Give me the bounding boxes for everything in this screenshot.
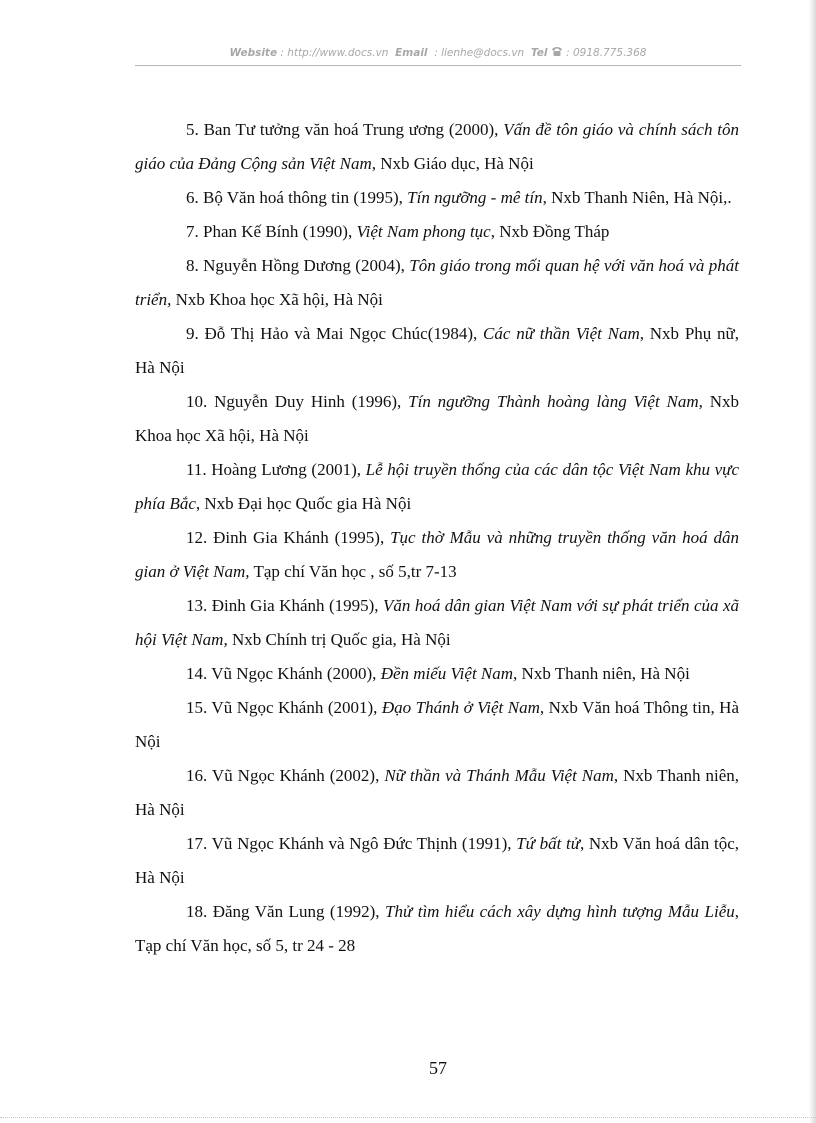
ref-title: Tín ngưỡng - mê tín (407, 188, 543, 207)
ref-author: 17. Vũ Ngọc Khánh và Ngô Đức Thịnh (1991), (186, 834, 517, 853)
ref-publisher: , Nxb Giáo dục, Hà Nội (371, 154, 534, 173)
ref-publisher: , Nxb Thanh niên, Hà Nội (513, 664, 690, 683)
reference-item (135, 589, 739, 657)
ref-author: 10. Nguyễn Duy Hinh (1996), (186, 392, 409, 411)
ref-author: 5. Ban Tư tưởng văn hoá Trung ương (2000), (186, 120, 504, 139)
ref-publisher: Nxb Khoa học Xã hội, Hà Nội (171, 290, 383, 309)
ref-title: Các nữ thần Việt Nam (483, 324, 640, 343)
ref-author: 11. Hoàng Lương (2001), (186, 460, 366, 479)
ref-author: 18. Đăng Văn Lung (1992), (186, 902, 385, 921)
ref-title: Nữ thần và Thánh Mẫu Việt Nam (384, 766, 614, 785)
tel-label: Tel (530, 47, 548, 59)
reference-item (135, 895, 739, 963)
reference-item (135, 759, 739, 827)
footer-rule (0, 1117, 816, 1118)
ref-publisher: , Nxb Thanh niên, Hà Nội (135, 766, 740, 819)
ref-title: Tứ bất tử (516, 834, 580, 853)
tel-value: : 0918.775.368 (566, 47, 647, 59)
ref-publisher: Tạp chí Văn học , số 5,tr 7-13 (249, 562, 457, 581)
ref-title: Đạo Thánh ở Việt Nam (381, 698, 540, 717)
ref-publisher: , Nxb Văn hoá Thông tin, Hà Nội (135, 698, 740, 751)
ref-publisher: , Nxb Phụ nữ, Hà Nội (135, 324, 740, 377)
reference-item (135, 215, 739, 249)
ref-title: Tục thờ Mẫu và những truyền thống văn hoá dân gian ở Việt Nam, (135, 528, 739, 581)
email-value: : lienhe@docs.vn (434, 47, 525, 59)
ref-author: 6. Bộ Văn hoá thông tin (1995), (186, 188, 408, 207)
ref-author: 8. Nguyễn Hồng Dương (2004), (186, 256, 410, 275)
ref-author: 12. Đinh Gia Khánh (1995), (186, 528, 391, 547)
reference-item (135, 249, 739, 317)
ref-author: 15. Vũ Ngọc Khánh (2001), (186, 698, 382, 717)
ref-author: 13. Đinh Gia Khánh (1995), (186, 596, 383, 615)
ref-publisher: , Nxb Đại học Quốc gia Hà Nội (195, 494, 412, 513)
reference-item (135, 657, 739, 691)
ref-author: 7. Phan Kế Bính (1990), (186, 222, 357, 241)
ref-author: 16. Vũ Ngọc Khánh (2002), (186, 766, 385, 785)
ref-publisher: Nxb Chính trị Quốc gia, Hà Nội (227, 630, 451, 649)
reference-item (135, 317, 739, 385)
ref-author: 14. Vũ Ngọc Khánh (2000), (186, 664, 381, 683)
ref-title: Việt Nam phong tục (356, 222, 491, 241)
website-value: : http://www.docs.vn (280, 47, 389, 59)
reference-item (135, 385, 739, 453)
email-label: Email (395, 47, 428, 59)
reference-item (135, 521, 739, 589)
ref-publisher: , Nxb Văn hoá dân tộc, Hà Nội (135, 834, 739, 887)
phone-icon (551, 46, 563, 60)
ref-title: Đền miếu Việt Nam (380, 664, 514, 683)
reference-item (135, 113, 739, 181)
ref-title: Tôn giáo trong mối quan hệ với văn hoá và phát triển, (135, 256, 740, 309)
ref-title: Lễ hội truyền thống của các dân tộc Việt Nam khu vực phía Bắc (135, 460, 740, 513)
reference-item (135, 691, 739, 759)
page-header (135, 46, 741, 60)
page-edge-shadow (809, 0, 816, 1123)
reference-item (135, 181, 739, 215)
ref-publisher: , Nxb Đồng Tháp (490, 222, 610, 241)
ref-author: 9. Đỗ Thị Hảo và Mai Ngọc Chúc(1984), (186, 324, 484, 343)
website-label: Website (229, 47, 278, 59)
ref-title: Văn hoá dân gian Việt Nam với sự phát triển của xã hội Việt Nam, (135, 596, 739, 649)
ref-title: Tín ngưỡng Thành hoàng làng Việt Nam, (408, 392, 703, 411)
reference-item (135, 453, 739, 521)
page-number: 57 (429, 1058, 447, 1078)
header-rule (135, 65, 741, 66)
reference-list (135, 113, 739, 963)
ref-title: Thử tìm hiểu cách xây dựng hình tượng Mẫu Liễu (385, 902, 735, 921)
ref-title: Vấn đề tôn giáo và chính sách tôn giáo của Đảng Cộng sản Việt Nam (135, 120, 740, 173)
reference-item (135, 827, 739, 895)
ref-publisher: , Tạp chí Văn học, số 5, tr 24 - 28 (135, 902, 739, 955)
ref-publisher: , Nxb Thanh Niên, Hà Nội,. (542, 188, 732, 207)
ref-publisher: Nxb Khoa học Xã hội, Hà Nội (135, 392, 740, 445)
